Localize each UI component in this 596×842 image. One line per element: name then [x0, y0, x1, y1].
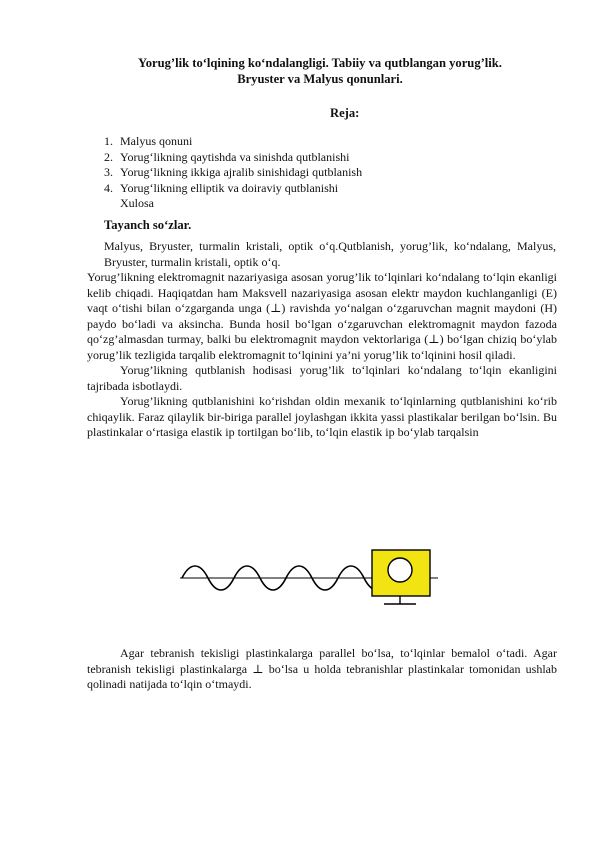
title-line-1: Yorug’lik to‘lqining ko‘ndalangligi. Tabiiy va qutblangan yorug’lik.	[138, 56, 502, 70]
document-title	[90, 55, 550, 87]
wave-through-plate-figure	[180, 540, 440, 610]
plan-item	[104, 181, 362, 197]
plan-item-text: Yorug‘likning qaytishda va sinishda qutblanishi	[120, 149, 350, 164]
plan-heading: Reja:	[330, 106, 360, 120]
plan-item	[104, 150, 362, 166]
plate-slot-circle	[388, 558, 412, 582]
plan-list	[104, 134, 362, 212]
plan-item-number: 3.	[104, 165, 113, 180]
body-text	[87, 270, 557, 441]
paragraph-3: Yorug’likning qutblanishini ko‘rishdan oldin mexanik to‘lqinlarning qutblanishini ko‘rib chiqaylik. Faraz qilaylik bir-biriga parallel joylashgan ikkita yassi plastikalar berilgan bo‘lsin. Bu plastinkalar o‘rtasiga elastik ip tortilgan bo‘lib, to‘lqin elastik ip bo‘ylab tarqalsin	[87, 394, 557, 439]
plan-item-number: 4.	[104, 180, 113, 195]
paragraph-1: Yorug’likning elektromagnit nazariyasiga asosan yorug’lik to‘lqinlari ko‘ndalang to‘lqin ekanligi kelib chiqadi. Haqiqatdan ham Maksvell nazariyasiga asosan elektr maydon kuchlanganligi (E) vaqt o‘tishi bilan o‘zgarganda unga (⊥) ravishda yo‘nalgan o‘zgaruvchan magnit maydoni (H) paydo bo‘ladi va aksincha. Bunda hosil bo‘lgan o‘zgaruvchan elektromagnit maydon fazoda qo‘zg’almasdan turmay, balki bu elektromagnit maydon vektorlariga (⊥) bo‘lgan chiziq bo‘ylab yorug’lik tezligida tarqalib elektromagnit to‘lqinini ya’ni yorug’lik to‘lqinini hosil qiladi.	[87, 270, 557, 362]
plan-item-number: 2.	[104, 149, 113, 164]
keywords-text: Malyus, Bryuster, turmalin kristali, optik o‘q.Qutblanish, yorug’lik, ko‘ndalang, Malyus, Bryuster, turmalin kristali, optik o‘q.	[104, 239, 556, 269]
keywords-heading: Tayanch so‘zlar.	[104, 218, 192, 232]
title-line-2: Bryuster va Malyus qonunlari.	[237, 72, 403, 86]
plan-item	[104, 165, 362, 181]
plan-conclusion: Xulosa	[120, 196, 154, 211]
plan-item-number: 1.	[104, 134, 113, 148]
paragraph-2: Yorug’likning qutblanish hodisasi yorug’lik to‘lqinlari ko‘ndalang to‘lqin ekanligini tajribada isbotlaydi.	[87, 363, 557, 393]
plan-item-text: Yorug‘likning elliptik va doiraviy qutblanishi	[120, 180, 339, 195]
plan-item-text: Yorug‘likning ikkiga ajralib sinishidagi qutblanish	[120, 165, 363, 180]
paragraph-4: Agar tebranish tekisligi plastinkalarga parallel bo‘lsa, to‘lqinlar bemalol o‘tadi. Agar tebranish tekisligi plastinkalarga ⊥ bo‘lsa u holda tebranishlar plastinkalar tomonidan ushlab qolinadi natijada to‘lqin o‘tmaydi.	[87, 646, 557, 691]
plan-item	[104, 134, 362, 150]
plan-item-text: Malyus qonuni	[120, 134, 193, 148]
